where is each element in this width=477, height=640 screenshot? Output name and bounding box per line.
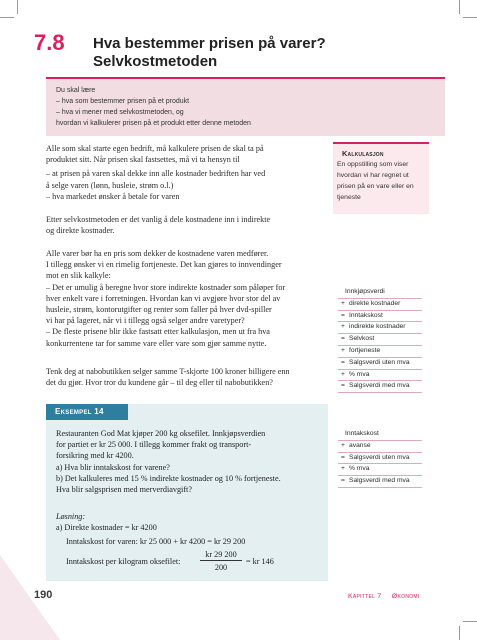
text-line: Etter selvkostmetoden er det vanlig å dele kostnadene inn i indirekte xyxy=(46,215,271,224)
calc-operator: + xyxy=(341,346,345,354)
calc-label: avanse xyxy=(349,441,371,449)
calc-operator: + xyxy=(341,441,345,449)
text-line: å selge varen (lønn, husleie, strøm o.l.) xyxy=(46,180,174,190)
text-line: Alle som skal starte egen bedrift, må kalkulere prisen de skal ta på xyxy=(46,144,264,153)
example-line: b) Det kalkuleres med 15 % indirekte kostnader og 10 % fortjeneste. xyxy=(56,473,281,483)
calc-row xyxy=(338,311,422,323)
goal-item: hvordan vi kalkulerer prisen på et produkt etter denne metoden xyxy=(56,120,251,127)
text-line: – hva markedet ønsker å betale for varen xyxy=(46,191,180,201)
fraction-denominator: 200 xyxy=(214,563,228,572)
calc-label: Salgsverdi med mva xyxy=(349,382,410,390)
running-footer xyxy=(348,593,420,600)
calc-label: Inntakskost xyxy=(345,430,379,437)
solution-step-a: a) Direkte kostnader = kr 4200 xyxy=(56,523,157,532)
calc-label: Inntakskost xyxy=(349,311,383,319)
calculation-table-selvkost xyxy=(338,287,422,393)
calc-label: fortjeneste xyxy=(349,346,381,354)
paragraph-objections xyxy=(46,248,285,349)
calc-row xyxy=(338,429,422,441)
definition-text-line: hvordan vi har regnet ut xyxy=(337,172,409,179)
text-line: Alle varer bør ha en pris som dekker de kostnadene varen medfører. xyxy=(46,249,269,258)
text-line: Tenk deg at nabobutikken selger samme T-skjorte 100 kroner billigere enn xyxy=(46,367,290,376)
calc-row xyxy=(338,322,422,334)
text-line: det du gjør. Hvor tror du kundene går – til deg eller til nabobutikken? xyxy=(46,378,273,388)
section-number: 7.8 xyxy=(34,30,65,55)
example-line: Restauranten God Mat kjøper 200 kg oksefilet. Innkjøpsverdien xyxy=(56,429,266,438)
definition-text-line: prisen på en vare eller en xyxy=(337,183,414,190)
calc-row xyxy=(338,370,422,382)
definition-heading: Kalkulasjon xyxy=(342,149,384,158)
fraction-numerator: kr 29 200 xyxy=(205,550,237,559)
calc-row xyxy=(338,381,422,393)
example-problem xyxy=(56,428,281,495)
learning-goals-box xyxy=(46,77,445,136)
calc-operator: = xyxy=(341,335,345,343)
calc-label: Innkjøpsverdi xyxy=(345,288,385,295)
footer-chapter-name: Økonomi xyxy=(391,593,420,600)
goals-intro: Du skal lære xyxy=(56,87,96,94)
paragraph-selvkost xyxy=(46,214,270,236)
text-line: konkurrentene tar for samme vare eller vare som gjør samme nytte. xyxy=(46,338,267,348)
calc-row xyxy=(338,346,422,358)
calc-row xyxy=(338,287,422,299)
calculation-table-avanse xyxy=(338,429,422,488)
calc-label: Selvkost xyxy=(349,335,375,343)
crop-mark xyxy=(0,17,14,18)
calc-operator: + xyxy=(341,323,345,331)
crop-mark xyxy=(459,0,460,14)
goal-item: – hva som bestemmer prisen på et produkt xyxy=(56,98,190,105)
crop-mark xyxy=(463,17,477,18)
footer-chapter-label: Kapittel 7 xyxy=(348,593,382,600)
calc-label: Salgsverdi med mva xyxy=(349,477,410,485)
text-line: – at prisen på varen skal dekke inn alle kostnader bedriften har ved xyxy=(46,169,266,179)
section-title xyxy=(93,35,326,71)
text-line: produktet sitt. Når prisen skal fastsettes, må vi ta hensyn til xyxy=(46,155,240,165)
calc-operator: = xyxy=(341,453,345,461)
calc-operator: + xyxy=(341,370,345,378)
calc-label: Salgsverdi uten mva xyxy=(349,453,410,461)
calc-row xyxy=(338,464,422,476)
example-line: a) Hva blir inntakskost for varene? xyxy=(56,462,170,472)
text-line: og direkte kostnader. xyxy=(46,226,115,236)
calc-label: % mva xyxy=(349,370,370,378)
text-line: hver enkelt vare i forretningen. Hvordan kan vi avgjøre hvor stor del av xyxy=(46,293,281,303)
calc-operator: = xyxy=(341,477,345,485)
example-line: Hva blir salgsprisen med merverdiavgift? xyxy=(56,485,192,495)
calc-operator: = xyxy=(341,358,345,366)
crop-mark xyxy=(463,621,477,622)
text-line: – Det er umulig å beregne hvor store indirekte kostnader som påløper for xyxy=(46,282,286,292)
solution-step-c-label: Inntakskost per kilogram oksefilet: xyxy=(66,557,181,566)
goal-item: – hva vi mener med selvkostmetoden, og xyxy=(56,109,184,116)
calc-operator: = xyxy=(341,311,345,319)
definition-text-line: tjeneste xyxy=(337,194,361,201)
calc-label: % mva xyxy=(349,465,370,473)
text-line: – De fleste prisene blir ikke fastsatt etter kalkulasjon, men ut fra hva xyxy=(46,327,270,337)
calc-row xyxy=(338,453,422,465)
solution-label: Løsning: xyxy=(56,512,86,521)
text-line: vi har på lageret, når vi i tillegg også selger andre varetyper? xyxy=(46,316,245,326)
example-line: forsikring med kr 4200. xyxy=(56,451,134,461)
calc-label: indirekte kostnader xyxy=(349,323,406,331)
section-title-line-2: Selvkostmetoden xyxy=(93,53,218,70)
text-line: husleie, strøm, kontorutgifter og renter som faller på hver dvd-spiller xyxy=(46,305,272,315)
text-line: I tillegg ønsker vi en rimelig fortjeneste. Det kan gjøres to innvendinger xyxy=(46,260,282,270)
solution-step-b: Inntakskost for varen: kr 25 000 + kr 4200 = kr 29 200 xyxy=(66,537,246,546)
text-line: mot en slik kalkyle: xyxy=(46,271,111,281)
calc-operator: + xyxy=(341,299,345,307)
calc-row xyxy=(338,476,422,488)
paragraph-intro xyxy=(46,143,265,202)
calc-label: Salgsverdi uten mva xyxy=(349,358,410,366)
example-heading: Eksempel 14 xyxy=(55,407,104,416)
calc-row xyxy=(338,441,422,453)
calc-row xyxy=(338,334,422,346)
calc-operator: + xyxy=(341,465,345,473)
calc-row xyxy=(338,299,422,311)
example-line: for partiet er kr 25 000. I tillegg kommer frakt og transport- xyxy=(56,440,252,450)
calc-row xyxy=(338,358,422,370)
crop-mark xyxy=(17,0,18,14)
definition-box xyxy=(333,142,429,214)
solution-step-c-result: = kr 146 xyxy=(246,557,274,566)
definition-text-line: En oppstilling som viser xyxy=(337,161,409,168)
page-number: 190 xyxy=(34,589,53,601)
section-title-line-1: Hva bestemmer prisen på varer? xyxy=(93,35,326,52)
calc-operator: = xyxy=(341,382,345,390)
calc-label: direkte kostnader xyxy=(349,299,401,307)
crop-mark xyxy=(459,626,460,640)
paragraph-question xyxy=(46,366,290,388)
example-header xyxy=(46,404,128,420)
fraction-bar xyxy=(200,560,242,561)
